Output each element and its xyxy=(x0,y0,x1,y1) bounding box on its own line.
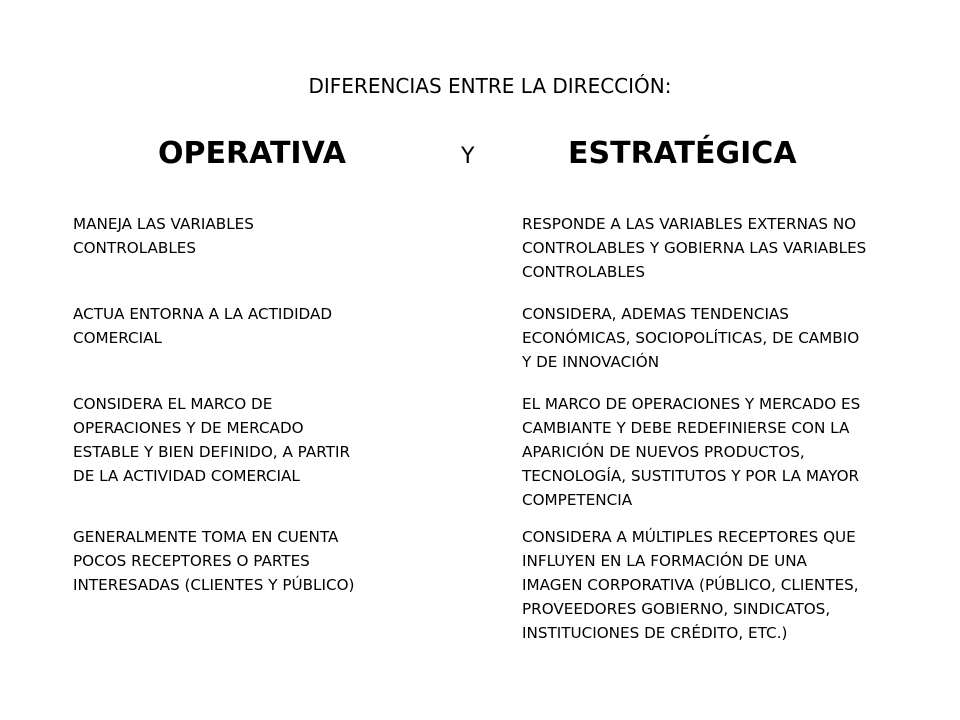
operativa-item-4: GENERALMENTE TOMA EN CUENTA POCOS RECEPTORES O PARTES INTERESADAS (CLIENTES Y PÚBLICO) xyxy=(73,528,355,594)
operativa-item-2: ACTUA ENTORNA A LA ACTIDIDAD COMERCIAL xyxy=(73,305,333,347)
page-title: DIFERENCIAS ENTRE LA DIRECCIÓN: xyxy=(308,74,672,98)
heading-estrategica: ESTRATÉGICA xyxy=(568,136,797,171)
estrategica-item-1: RESPONDE A LAS VARIABLES EXTERNAS NO CONTROLABLES Y GOBIERNA LAS VARIABLES CONTROLABLES xyxy=(522,215,867,281)
estrategica-item-3: EL MARCO DE OPERACIONES Y MERCADO ES CAMBIANTE Y DEBE REDEFINIERSE CON LA APARICIÓN DE NUEVOS PRODUCTOS, TECNOLOGÍA, SUSTITUTOS Y POR LA MAYOR COMPETENCIA xyxy=(522,395,861,509)
operativa-item-3: CONSIDERA EL MARCO DE OPERACIONES Y DE MERCADO ESTABLE Y BIEN DEFINIDO, A PARTIR DE LA ACTIVIDAD COMERCIAL xyxy=(73,395,351,485)
operativa-item-1: MANEJA LAS VARIABLES CONTROLABLES xyxy=(73,215,254,257)
estrategica-item-4: CONSIDERA A MÚLTIPLES RECEPTORES QUE INFLUYEN EN LA FORMACIÓN DE UNA IMAGEN CORPORATIVA (PÚBLICO, CLIENTES, PROVEEDORES GOBIERNO, SINDICATOS, INSTITUCIONES DE CRÉDITO, ETC.) xyxy=(522,528,859,642)
heading-operativa: OPERATIVA xyxy=(158,136,346,171)
heading-conjunction: Y xyxy=(461,144,475,169)
estrategica-item-2: CONSIDERA, ADEMAS TENDENCIAS ECONÓMICAS, SOCIOPOLÍTICAS, DE CAMBIO Y DE INNOVACIÓN xyxy=(522,305,860,371)
